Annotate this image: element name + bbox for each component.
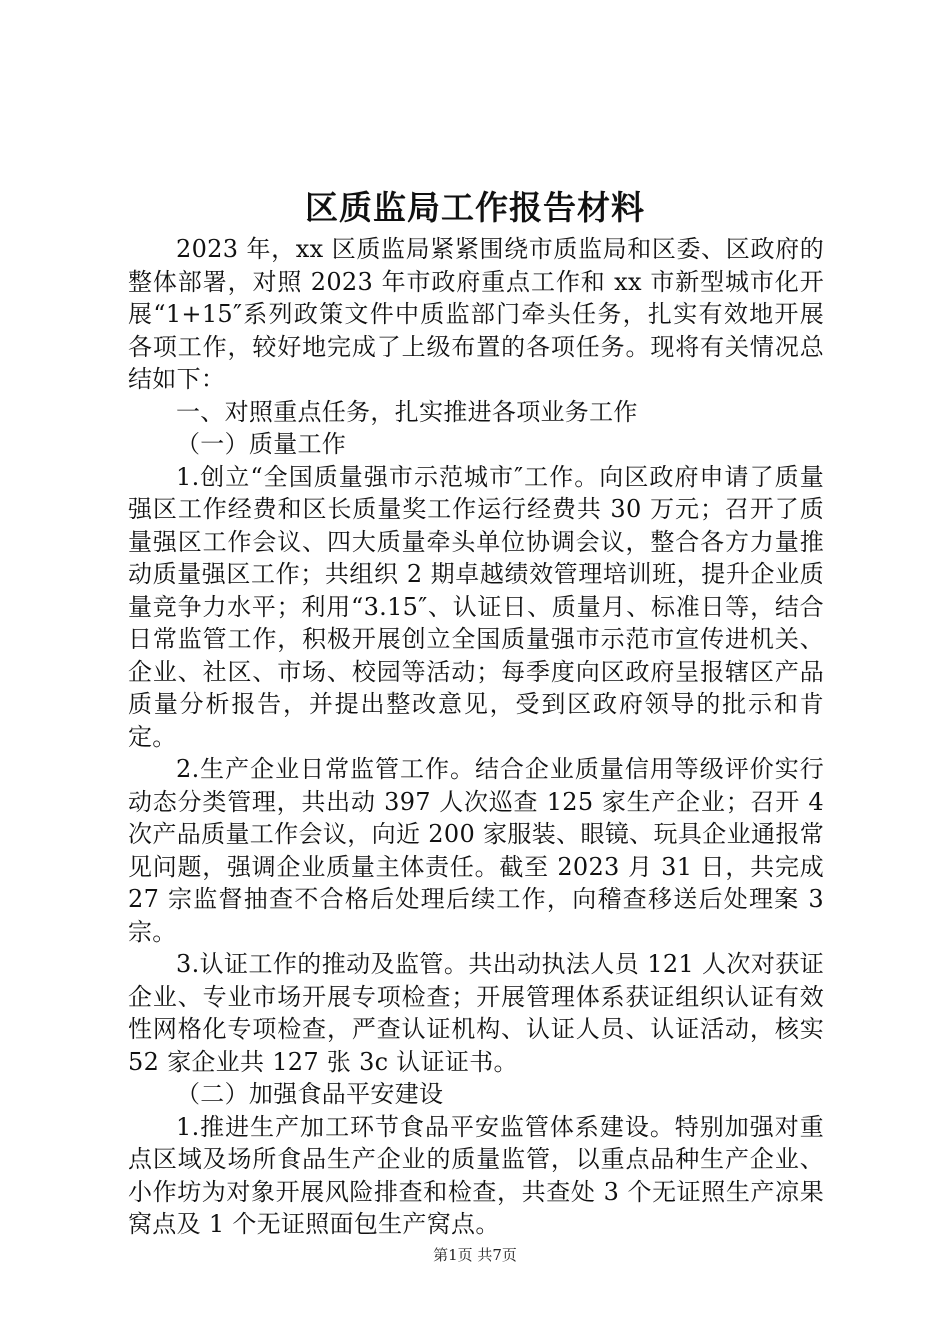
- intro-paragraph: 2023 年，xx 区质监局紧紧围绕市质监局和区委、区政府的整体部署，对照 2023 年市政府重点工作和 xx 市新型城市化开展“1+15″系列政策文件中质监部门牵头任务，扎实有效地开展各项工作，较好地完成了上级布置的各项任务。现将有关情况总结如下：: [128, 235, 824, 393]
- quality-item-1: 1.创立“全国质量强市示范城市″工作。向区政府申请了质量强区工作经费和区长质量奖工作运行经费共 30 万元；召开了质量强区工作会议、四大质量牵头单位协调会议，整合各方力量推动质量强区工作；共组织 2 期卓越绩效管理培训班，提升企业质量竞争力水平；利用“3.15″、认证日、质量月、标准日等，结合日常监管工作，积极开展创立全国质量强市示范市宣传进机关、企业、社区、市场、校园等活动；每季度向区政府呈报辖区产品质量分析报告，并提出整改意见，受到区政府领导的批示和肯定。: [128, 462, 824, 751]
- subsection-heading-food-safety: （二）加强食品平安建设: [176, 1080, 444, 1108]
- subsection-heading-quality: （一）质量工作: [176, 430, 347, 458]
- food-safety-item-1: 1.推进生产加工环节食品平安监管体系建设。特别加强对重点区域及场所食品生产企业的质量监管，以重点品种生产企业、小作坊为对象开展风险排查和检查，共查处 3 个无证照生产凉果窝点及 1 个无证照面包生产窝点。: [128, 1112, 824, 1238]
- page-footer: 第1页 共7页: [433, 1246, 517, 1264]
- quality-item-2: 2.生产企业日常监管工作。结合企业质量信用等级评价实行动态分类管理，共出动 397 人次巡查 125 家生产企业；召开 4 次产品质量工作会议，向近 200 家服装、眼镜、玩具企业通报常见问题，强调企业质量主体责任。截至 2023 月 31 日，共完成 27 宗监督抽查不合格后处理后续工作，向稽查移送后处理案 3 宗。: [128, 755, 824, 946]
- document-body: [128, 233, 824, 1241]
- page-title: 区质监局工作报告材料: [305, 188, 645, 227]
- quality-item-3: 3.认证工作的推动及监管。共出动执法人员 121 人次对获证企业、专业市场开展专项检查；开展管理体系获证组织认证有效性网格化专项检查，严查认证机构、认证人员、认证活动，核实 52 家企业共 127 张 3c 认证证书。: [128, 950, 824, 1076]
- section-heading-1: 一、对照重点任务，扎实推进各项业务工作: [176, 397, 638, 426]
